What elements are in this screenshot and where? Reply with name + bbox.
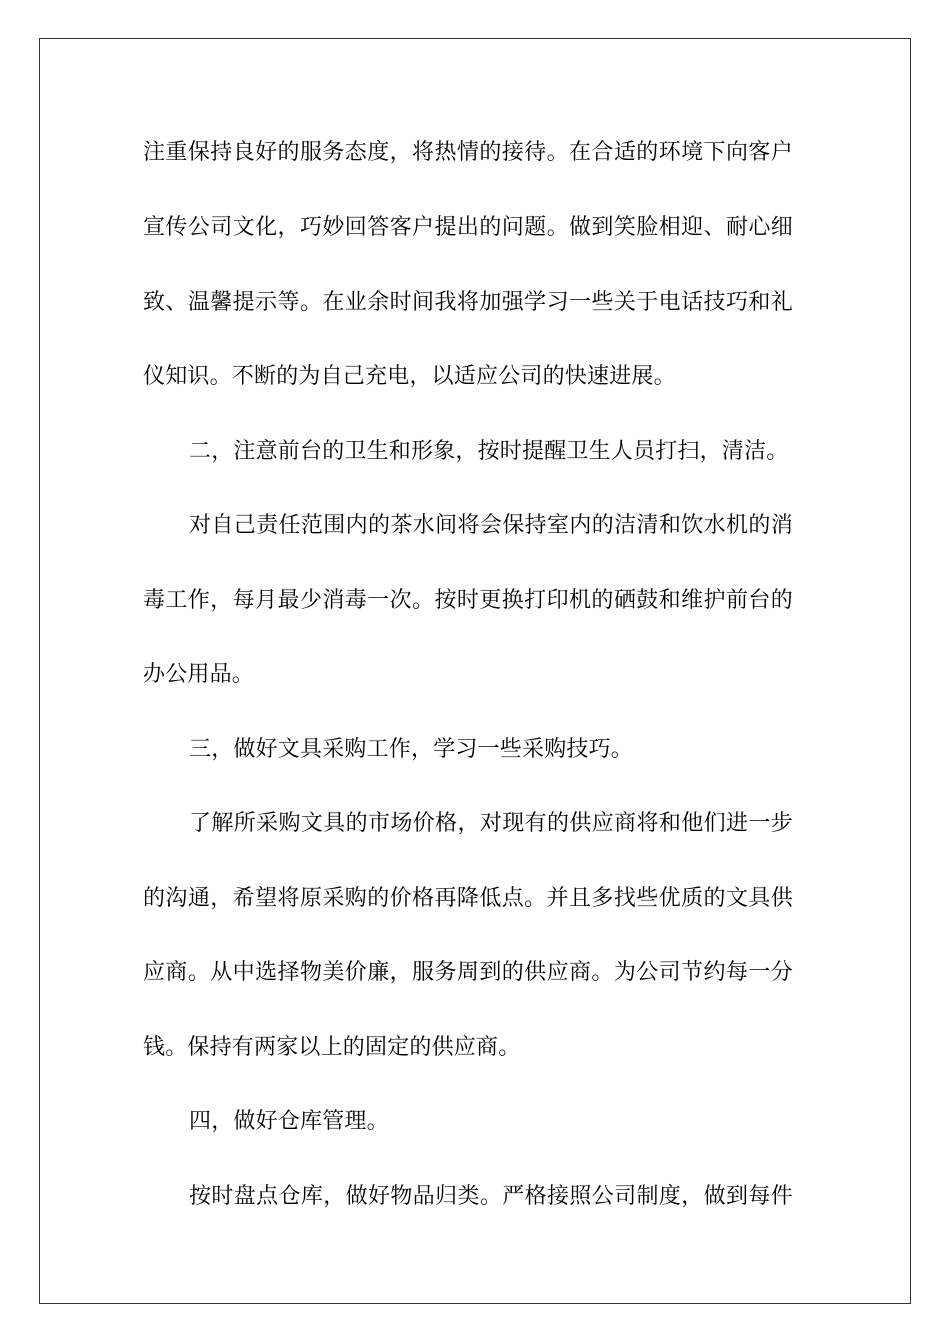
body-text-line: 宣传公司文化，巧妙回答客户提出的问题。做到笑脸相迎、耐心细 [143, 215, 793, 240]
body-text-line: 了解所采购文具的市场价格，对现有的供应商将和他们进一步 [189, 811, 793, 836]
body-text-line: 按时盘点仓库，做好物品归类。严格接照公司制度，做到每件 [189, 1184, 793, 1209]
body-text-line: 致、温馨提示等。在业余时间我将加强学习一些关于电话技巧和礼 [143, 290, 793, 315]
section-heading: 三，做好文具采购工作，学习一些采购技巧。 [189, 737, 634, 762]
body-text-line: 办公用品。 [143, 662, 255, 687]
body-text-line: 应商。从中选择物美价廉，服务周到的供应商。为公司节约每一分 [143, 960, 793, 985]
body-text-line: 钱。保持有两家以上的固定的供应商。 [143, 1035, 521, 1060]
body-text-line: 的沟通，希望将原采购的价格再降低点。并且多找些优质的文具供 [143, 886, 793, 911]
section-heading: 二，注意前台的卫生和形象，按时提醒卫生人员打扫，清洁。 [189, 439, 789, 464]
section-heading: 四，做好仓库管理。 [189, 1109, 389, 1134]
body-text-line: 对自己责任范围内的茶水间将会保持室内的洁清和饮水机的消 [189, 513, 793, 538]
body-text-line: 毒工作，每月最少消毒一次。按时更换打印机的硒鼓和维护前台的 [143, 588, 793, 613]
body-text-line: 注重保持良好的服务态度，将热情的接待。在合适的环境下向客户 [143, 140, 793, 165]
body-text-line: 仪知识。不断的为自己充电，以适应公司的快速进展。 [143, 364, 676, 389]
